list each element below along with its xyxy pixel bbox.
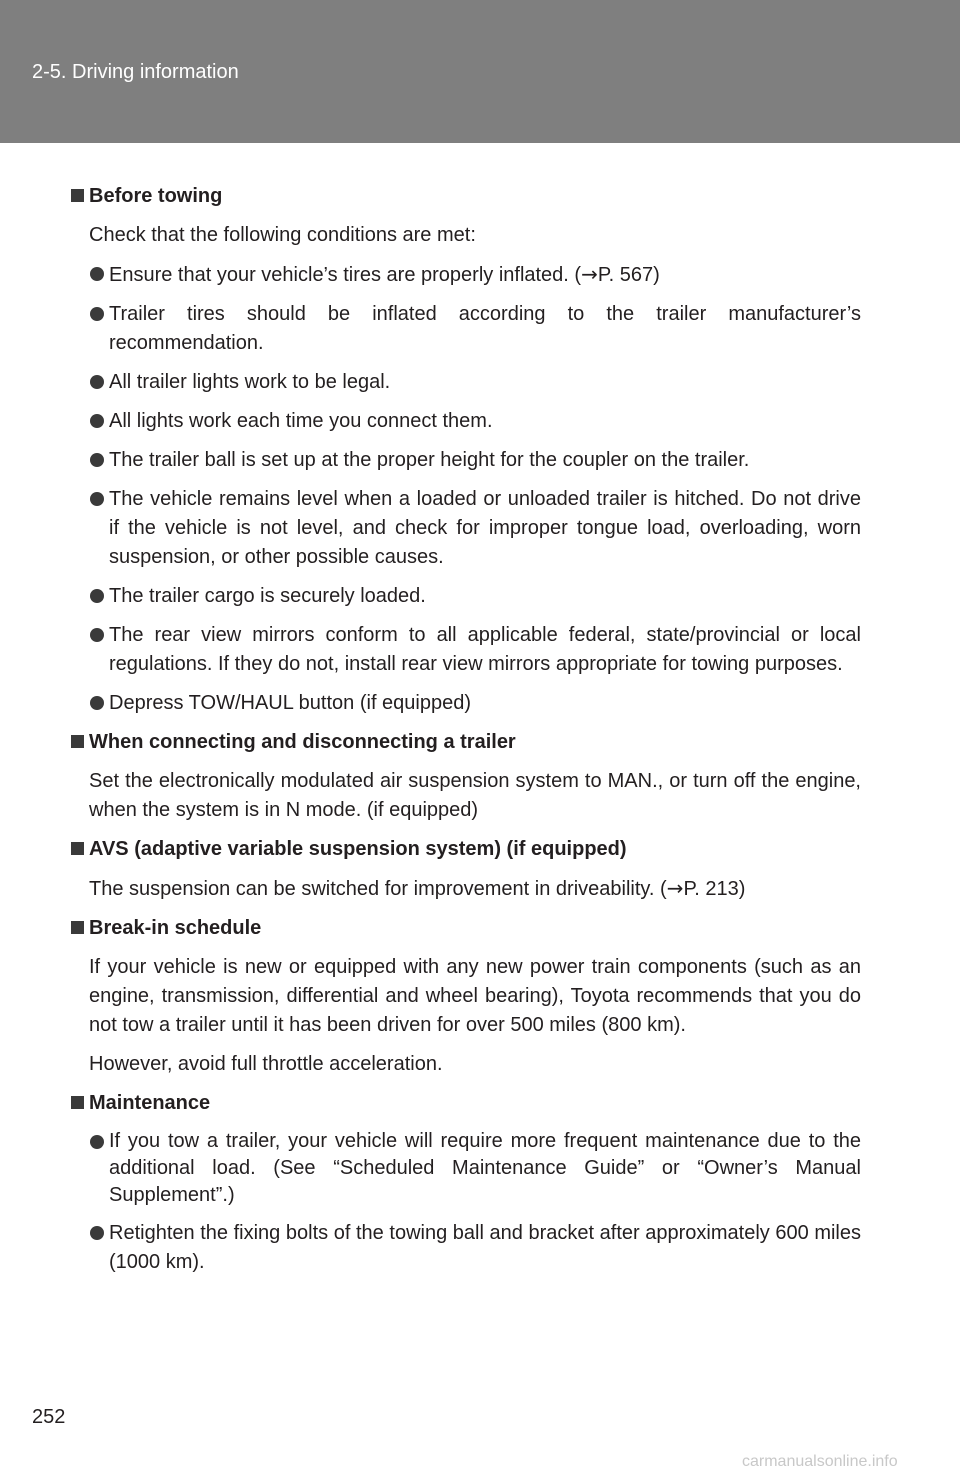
paragraph-breakin-throttle: However, avoid full throttle acceleration. (89, 1053, 443, 1075)
paragraph-connecting: Set the electronically modulated air suspension system to MAN., or turn off the engine, when the system is in N mode. (if equipped) (89, 770, 861, 821)
section-title: 2-5. Driving information (32, 61, 239, 83)
arrow-icon: → (666, 876, 684, 900)
bullet-frequent-maintenance: If you tow a trailer, your vehicle will require more frequent maintenance due to the additional load. (See “Scheduled Maintenance Guide” or “Owner’s Manual Supplement”.) (71, 1128, 861, 1209)
heading-breakin: Break-in schedule (71, 914, 861, 943)
heading-maintenance: Maintenance (71, 1089, 861, 1118)
bullet-tow-haul: Depress TOW/HAUL button (if equipped) (71, 689, 861, 718)
bullet-trailer-lights: All trailer lights work to be legal. (71, 368, 861, 397)
bullet-cargo-loaded: The trailer cargo is securely loaded. (71, 582, 861, 611)
heading-avs: AVS (adaptive variable suspension system) (if equipped) (71, 835, 861, 864)
bullet-mirrors: The rear view mirrors conform to all applicable federal, state/provincial or local regulations. If they do not, install rear view mirrors appropriate for towing purposes. (71, 621, 861, 679)
round-bullet-icon (90, 589, 104, 603)
round-bullet-icon (90, 696, 104, 710)
heading-before-towing: Before towing (71, 182, 861, 211)
page-reference: P. 567) (597, 264, 660, 286)
round-bullet-icon (90, 1135, 104, 1149)
paragraph-before-towing-intro: Check that the following conditions are met: (89, 224, 476, 246)
round-bullet-icon (90, 628, 104, 642)
heading-connecting: When connecting and disconnecting a trailer (71, 728, 861, 757)
bullet-retighten-bolts: Retighten the fixing bolts of the towing ball and bracket after approximately 600 miles (1000 km). (71, 1219, 861, 1277)
bullet-trailer-tires: Trailer tires should be inflated according to the trailer manufacturer’s recommendation. (71, 300, 861, 358)
paragraph-avs: The suspension can be switched for improvement in driveability. (→P. 213) (89, 876, 746, 900)
round-bullet-icon (90, 375, 104, 389)
round-bullet-icon (90, 414, 104, 428)
page-number: 252 (32, 1406, 66, 1428)
bullet-trailer-ball: The trailer ball is set up at the proper height for the coupler on the trailer. (71, 446, 861, 475)
bullet-all-lights: All lights work each time you connect them. (71, 407, 861, 436)
paragraph-breakin: If your vehicle is new or equipped with any new power train components (such as an engine, transmission, differential and wheel bearing), Toyota recommends that you do not tow a trailer until it has been driven for over 500 miles (800 km). (89, 956, 861, 1036)
round-bullet-icon (90, 307, 104, 321)
page-content (71, 182, 861, 1287)
round-bullet-icon (90, 492, 104, 506)
round-bullet-icon (90, 267, 104, 281)
page-reference: P. 213) (683, 878, 746, 900)
square-bullet-icon (71, 735, 84, 748)
watermark: carmanualsonline.info (742, 1453, 898, 1470)
bullet-tires-inflated: Ensure that your vehicle’s tires are properly inflated. (→P. 567) (71, 260, 861, 290)
page-header (0, 0, 960, 143)
round-bullet-icon (90, 453, 104, 467)
square-bullet-icon (71, 921, 84, 934)
square-bullet-icon (71, 1096, 84, 1109)
square-bullet-icon (71, 189, 84, 202)
square-bullet-icon (71, 842, 84, 855)
arrow-icon: → (581, 262, 598, 286)
bullet-vehicle-level: The vehicle remains level when a loaded or unloaded trailer is hitched. Do not drive if the vehicle is not level, and check for improper tongue load, overloading, worn suspension, or other possible causes. (71, 485, 861, 572)
round-bullet-icon (90, 1226, 104, 1240)
